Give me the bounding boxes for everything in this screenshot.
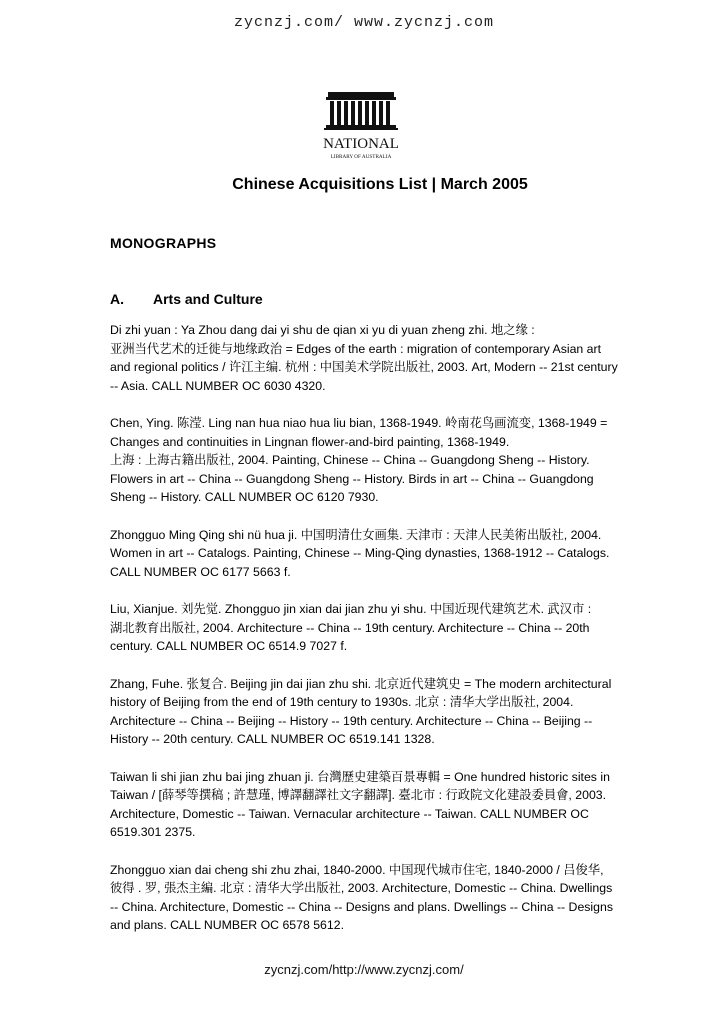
logo-name: NATIONAL [323,136,399,152]
catalog-entry: Zhongguo xian dai cheng shi zhu zhai, 1840-2000. 中国现代城市住宅, 1840-2000 / 吕俊华, 彼得 . 罗, 張杰主編. 北京 : 清华大学出版社, 2003. Architecture, Domestic -- China. Dwellings -- China. Architecture, Domestic -- China -- Designs and plans. Dwellings -- China -- Designs and plans. CALL NUMBER OC 6578 5612. [110,862,613,932]
page-title: Chinese Acquisitions List | March 2005 [232,176,528,193]
subsection-letter: A. [110,291,124,307]
catalog-entry: Zhang, Fuhe. 张复合. Beijing jin dai jian zhu shi. 北京近代建筑史 = The modern architectural history of Beijing from the end of 19th century to 1930s. 北京 : 清华大学出版社, 2004. Architecture -- China -- Beijing -- History -- 19th century. Architecture -- China -- Beijing -- History -- 20th century. CALL NUMBER OC 6519.141 1328. [110,676,612,746]
subsection-title: Arts and Culture [153,291,263,307]
catalog-entry: Taiwan li shi jian zhu bai jing zhuan ji. 台灣歷史建築百景專輯 = One hundred historic sites in Taiwan / [薛琴等撰稿 ; 許慧瑾, 博譯翻譯社文字翻譯]. 臺北市 : 行政院文化建設委員會, 2003. Architecture, Domestic -- Taiwan. Vernacular architecture -- Taiwan. CALL NUMBER OC 6519.301 2375. [110,769,610,839]
catalog-entry: Di zhi yuan : Ya Zhou dang dai yi shu de qian xi yu di yuan zheng zhi. 地之缘 : 亚洲当代艺术的迁徙与地缘政治 = Edges of the earth : migration of contemporary Asian art and regional politics / 许江主编. 杭州 : 中国美术学院出版社, 2003. Art, Modern -- 21st century -- Asia. CALL NUMBER OC 6030 4320. [110,323,618,393]
top-watermark: zycnzj.com/ www.zycnzj.com [233,14,495,31]
catalog-entry: Liu, Xianjue. 刘先觉. Zhongguo jin xian dai jian zhu yi shu. 中国近现代建筑艺术. 武汉市 : 湖北教育出版社, 2004. Architecture -- China -- 19th century. Architecture -- China -- 20th century. CALL NUMBER OC 6514.9 7027 f. [110,602,592,653]
catalog-entry: Zhongguo Ming Qing shi nü hua ji. 中国明清仕女画集. 天津市 : 天津人民美術出版社, 2004. Women in art -- Catalogs. Painting, Chinese -- Ming-Qing dynasties, 1368-1912 -- Catalogs. CALL NUMBER OC 6177 5663 f. [110,527,610,579]
section-heading: MONOGRAPHS [110,235,217,251]
catalog-entry: Chen, Ying. 陈滢. Ling nan hua niao hua liu bian, 1368-1949. 岭南花鸟画流变, 1368-1949 = Changes and continuities in Lingnan flower-and-bird painting, 1368-1949. 上海 : 上海古籍出版社, 2004. Painting, Chinese -- China -- Guangdong Sheng -- History. Flowers in art -- China -- Guangdong Sheng -- History. Birds in art -- China -- Guangdong Sheng -- History. CALL NUMBER OC 6120 7930. [110,416,608,504]
national-library-logo [320,88,402,164]
subsection-heading [110,291,263,307]
bottom-watermark: zycnzj.com/http://www.zycnzj.com/ [264,962,464,977]
entry-list [110,321,620,954]
logo-subtitle: LIBRARY OF AUSTRALIA [330,154,392,160]
